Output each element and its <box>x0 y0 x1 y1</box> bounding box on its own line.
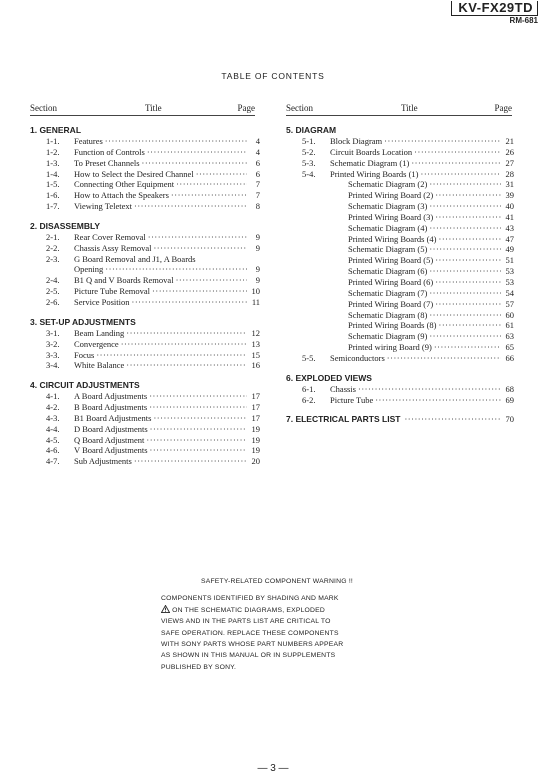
page-ref: 63 <box>505 331 514 342</box>
entry-title: Q Board Adjustment <box>74 434 145 445</box>
leader-dots <box>147 147 247 158</box>
entry-title: Printed Wiring Board (5) <box>348 255 434 266</box>
page-ref: 19 <box>251 445 260 456</box>
toc-entry[interactable] <box>286 179 514 190</box>
section-heading <box>286 373 514 384</box>
warning-triangle-icon <box>161 605 170 613</box>
leader-dots <box>153 243 247 254</box>
entry-title: Schematic Diagram (5) <box>348 244 428 255</box>
entry-title: Printed Wiring Boards (1) <box>330 168 419 179</box>
section-heading-text: 3. SET-UP ADJUSTMENTS <box>30 316 136 327</box>
warning-line: AS SHOWN IN THIS MANUAL OR IN SUPPLEMENTS <box>161 652 336 660</box>
toc-entry[interactable] <box>30 445 260 456</box>
page-ref: 13 <box>251 338 260 349</box>
page-ref: 61 <box>505 320 514 331</box>
page-ref: 60 <box>505 309 514 320</box>
leader-dots <box>126 328 247 339</box>
toc-entry[interactable] <box>286 169 514 180</box>
leader-dots <box>435 190 501 201</box>
toc-entry[interactable] <box>286 288 514 299</box>
entry-title: To Preset Channels <box>74 157 140 168</box>
entry-title: Schematic Diagram (8) <box>348 309 428 320</box>
toc-entry[interactable] <box>286 266 514 277</box>
entry-title: A Board Adjustments <box>74 391 148 402</box>
toc-entry[interactable] <box>30 147 260 158</box>
toc-entry[interactable] <box>30 286 260 297</box>
page-ref: 8 <box>255 201 260 212</box>
title-label: Title <box>145 103 162 113</box>
entry-title: Features <box>74 136 103 146</box>
entry-title: Schematic Diagram (9) <box>348 331 428 342</box>
warning-line: COMPONENTS IDENTIFIED BY SHADING AND MARK <box>161 595 339 603</box>
entry-title: How to Attach the Speakers <box>74 190 169 201</box>
leader-dots <box>439 234 501 245</box>
entry-title: Circuit Boards Location <box>330 146 413 157</box>
warning-title: SAFETY-RELATED COMPONENT WARNING !! <box>200 578 354 585</box>
page-ref: 53 <box>505 266 514 277</box>
entry-title: Service Position <box>74 296 130 307</box>
leader-dots <box>142 158 247 169</box>
leader-dots <box>105 264 247 275</box>
section-heading <box>286 125 514 136</box>
leader-dots <box>150 445 247 456</box>
left-toc-column <box>30 125 260 467</box>
toc-entry[interactable] <box>30 328 260 339</box>
page-ref: 68 <box>505 383 514 394</box>
page-ref: 4 <box>255 136 260 146</box>
warning-line: VIEWS AND IN THE PARTS LIST ARE CRITICAL TO <box>161 618 331 626</box>
title-label: Title <box>401 103 418 113</box>
page-ref: 65 <box>505 342 514 353</box>
leader-dots <box>384 136 501 147</box>
entry-number: 3-4. <box>46 360 60 371</box>
page-ref: 17 <box>251 402 260 413</box>
entry-title: Printed Wiring Board (3) <box>348 211 434 222</box>
entry-number: 1-6. <box>46 190 60 201</box>
entry-number: 2-6. <box>46 296 60 307</box>
entry-number: 1-7. <box>46 201 60 212</box>
toc-entry[interactable] <box>30 413 260 424</box>
entry-number: 2-5. <box>46 286 60 297</box>
leader-dots <box>435 277 501 288</box>
toc-entry[interactable] <box>30 243 260 254</box>
page-title: TABLE OF CONTENTS <box>221 71 325 81</box>
warning-line: SAFE OPERATION. REPLACE THESE COMPONENTS <box>161 629 339 637</box>
toc-entry[interactable] <box>286 353 514 364</box>
leader-dots <box>435 212 501 223</box>
page-ref: 15 <box>251 349 260 360</box>
section-heading-text: 4. CIRCUIT ADJUSTMENTS <box>30 380 140 391</box>
entry-title: Printed Wiring Boards (8) <box>348 320 437 331</box>
entry-title: White Balance <box>74 360 125 371</box>
leader-dots <box>152 286 247 297</box>
leader-dots <box>411 158 501 169</box>
entry-number: 4-1. <box>46 391 60 402</box>
page-number: — 3 — <box>257 763 289 774</box>
page-ref: 6 <box>255 168 260 179</box>
page-ref: 57 <box>505 298 514 309</box>
toc-entry[interactable] <box>286 342 514 353</box>
leader-dots <box>96 350 247 361</box>
toc-entry[interactable] <box>30 360 260 371</box>
page-ref: 66 <box>505 352 514 363</box>
entry-title: D Board Adjustments <box>74 423 148 434</box>
section-heading <box>30 317 260 328</box>
toc-entry[interactable] <box>30 350 260 361</box>
entry-title: Focus <box>74 349 95 360</box>
leader-dots <box>121 339 247 350</box>
entry-title: Schematic Diagram (6) <box>348 266 428 277</box>
toc-entry[interactable] <box>30 158 260 169</box>
entry-number: 4-3. <box>46 412 60 423</box>
leader-dots <box>387 353 501 364</box>
page-ref: 54 <box>505 287 514 298</box>
entry-title: Printed Wiring Board (6) <box>348 276 434 287</box>
entry-number: 4-2. <box>46 402 60 413</box>
page-label: Page <box>494 103 512 113</box>
section-label: Section <box>30 103 57 113</box>
entry-title: Convergence <box>74 338 119 349</box>
entry-number: 2-3. <box>46 253 60 264</box>
leader-dots <box>435 255 501 266</box>
entry-title: Connecting Other Equipment <box>74 179 175 190</box>
entry-title: Chassis <box>330 383 356 394</box>
entry-number: 5-2. <box>302 146 316 157</box>
warning-line: PUBLISHED BY SONY. <box>161 663 237 671</box>
page-ref: 7 <box>255 190 260 201</box>
toc-entry[interactable] <box>286 331 514 342</box>
leader-dots <box>414 147 501 158</box>
leader-dots <box>358 384 501 395</box>
toc-entry[interactable] <box>30 232 260 243</box>
entry-title: Viewing Teletext <box>74 201 132 212</box>
toc-entry[interactable] <box>286 147 514 158</box>
toc-entry[interactable] <box>30 169 260 180</box>
entry-number: 2-2. <box>46 242 60 253</box>
toc-entry[interactable] <box>286 299 514 310</box>
toc-entry[interactable] <box>286 310 514 321</box>
entry-title: Semiconductors <box>330 352 385 363</box>
toc-entry[interactable] <box>30 264 260 275</box>
toc-entry[interactable] <box>30 456 260 467</box>
page-ref: 9 <box>255 231 260 242</box>
entry-title: Printed wiring Board (9) <box>348 342 432 353</box>
toc-entry[interactable] <box>30 391 260 402</box>
entry-number: 4-6. <box>46 445 60 456</box>
entry-number: 5-5. <box>302 352 316 363</box>
toc-entry[interactable] <box>286 320 514 331</box>
entry-number: 2-4. <box>46 275 60 286</box>
entry-title: Schematic Diagram (7) <box>348 287 428 298</box>
entry-number: 4-5. <box>46 434 60 445</box>
toc-entry[interactable] <box>286 190 514 201</box>
entry-title: G Board Removal and J1, A Boards <box>74 253 196 264</box>
right-toc-column <box>286 125 514 425</box>
entry-title: V Board Adjustments <box>74 445 148 456</box>
leader-dots <box>176 179 247 190</box>
entry-number: 1-5. <box>46 179 60 190</box>
toc-entry[interactable] <box>30 136 260 147</box>
entry-number: 6-2. <box>302 394 316 405</box>
leader-dots <box>149 402 247 413</box>
toc-entry[interactable] <box>286 255 514 266</box>
leader-dots <box>196 169 247 180</box>
entry-title: Block Diagram <box>330 136 383 146</box>
leader-dots <box>434 342 501 353</box>
toc-entry[interactable] <box>30 254 260 265</box>
entry-number: 6-1. <box>302 383 316 394</box>
leader-dots <box>429 201 501 212</box>
leader-dots <box>429 288 501 299</box>
entry-number: 2-1. <box>46 231 60 242</box>
entry-number: 1-2. <box>46 146 60 157</box>
leader-dots <box>105 136 247 147</box>
page-ref: 7 <box>255 179 260 190</box>
page-ref: 41 <box>505 211 514 222</box>
page-ref: 17 <box>251 412 260 423</box>
toc-entry[interactable] <box>286 277 514 288</box>
page-ref: 43 <box>505 222 514 233</box>
page-ref: 51 <box>505 255 514 266</box>
page-ref: 28 <box>505 168 514 179</box>
entry-title: Function of Controls <box>74 146 145 157</box>
leader-dots <box>153 413 247 424</box>
entry-title: How to Select the Desired Channel <box>74 168 194 179</box>
section-heading <box>30 221 260 232</box>
page-ref: 70 <box>505 414 514 425</box>
leader-dots <box>429 266 501 277</box>
leader-dots <box>421 169 501 180</box>
page-ref: 40 <box>505 201 514 212</box>
toc-entry[interactable] <box>286 234 514 245</box>
warning-line: WITH SONY PARTS WHOSE PART NUMBERS APPEAR <box>161 641 344 649</box>
leader-dots <box>134 456 247 467</box>
entry-title: Chassis Assy Removal <box>74 242 152 253</box>
page-ref: 9 <box>255 275 260 286</box>
toc-entry[interactable] <box>286 212 514 223</box>
model-header <box>451 0 538 25</box>
leader-dots <box>150 424 247 435</box>
entry-title: Rear Cover Removal <box>74 231 146 242</box>
toc-entry[interactable] <box>286 158 514 169</box>
entry-number: 4-4. <box>46 423 60 434</box>
entry-title: Picture Tube Removal <box>74 286 151 297</box>
model-number: KV-FX29TD <box>451 1 538 16</box>
section-heading <box>30 125 260 136</box>
page-ref: 12 <box>251 327 260 338</box>
toc-entry[interactable] <box>30 339 260 350</box>
toc-entry[interactable] <box>30 402 260 413</box>
entry-title: B1 Board Adjustments <box>74 412 152 423</box>
leader-dots <box>429 244 501 255</box>
leader-dots <box>429 179 501 190</box>
section-heading-text: 2. DISASSEMBLY <box>30 220 101 231</box>
page-label: Page <box>237 103 255 113</box>
page-ref: 16 <box>251 360 260 371</box>
right-column-header <box>286 103 512 116</box>
entry-title: Sub Adjustments <box>74 456 132 467</box>
entry-number: 5-3. <box>302 157 316 168</box>
left-column-header <box>30 103 255 116</box>
page-ref: 49 <box>505 244 514 255</box>
leader-dots <box>429 331 501 342</box>
warning-line: ON THE SCHEMATIC DIAGRAMS, EXPLODED <box>172 606 325 614</box>
section-heading <box>286 414 514 425</box>
entry-number: 1-4. <box>46 168 60 179</box>
page-ref: 31 <box>505 179 514 190</box>
section-heading <box>30 380 260 391</box>
entry-title: Opening <box>74 264 104 275</box>
entry-title: Printed Wiring Board (7) <box>348 298 434 309</box>
leader-dots <box>404 414 501 425</box>
section-heading-text: 6. EXPLODED VIEWS <box>286 372 372 383</box>
entry-number: 1-3. <box>46 157 60 168</box>
entry-title: Schematic Diagram (4) <box>348 222 428 233</box>
page-ref: 19 <box>251 434 260 445</box>
page-ref: 17 <box>251 391 260 402</box>
entry-title: Printed Wiring Board (2) <box>348 190 434 201</box>
page-ref: 9 <box>255 242 260 253</box>
entry-title: Schematic Diagram (3) <box>348 201 428 212</box>
leader-dots <box>176 275 247 286</box>
toc-entry[interactable] <box>30 179 260 190</box>
toc-entry[interactable] <box>286 384 514 395</box>
leader-dots <box>149 391 247 402</box>
toc-entry[interactable] <box>286 201 514 212</box>
page-ref: 39 <box>505 190 514 201</box>
entry-number: 5-1. <box>302 136 316 146</box>
entry-number: 1-1. <box>46 136 60 146</box>
entry-title: B1 Q and V Boards Removal <box>74 275 174 286</box>
page-ref: 21 <box>505 136 514 146</box>
toc-entry[interactable] <box>30 190 260 201</box>
page-ref: 26 <box>505 146 514 157</box>
entry-number: 3-3. <box>46 349 60 360</box>
toc-entry[interactable] <box>30 424 260 435</box>
toc-entry[interactable] <box>286 395 514 406</box>
toc-entry[interactable] <box>30 275 260 286</box>
toc-entry[interactable] <box>286 136 514 147</box>
entry-title: Printed Wiring Boards (4) <box>348 233 437 244</box>
page-ref: 53 <box>505 276 514 287</box>
page-ref: 10 <box>251 286 260 297</box>
leader-dots <box>171 190 247 201</box>
entry-number: 3-1. <box>46 327 60 338</box>
entry-number: 4-7. <box>46 456 60 467</box>
page-ref: 11 <box>251 296 260 307</box>
leader-dots <box>435 299 501 310</box>
entry-title: Schematic Diagram (1) <box>330 157 410 168</box>
warning-line-with-mark <box>161 605 393 616</box>
entry-title: B Board Adjustments <box>74 402 148 413</box>
leader-dots <box>375 395 501 406</box>
page-ref: 9 <box>255 264 260 275</box>
section-heading-text: 5. DIAGRAM <box>286 125 337 135</box>
toc-entry[interactable] <box>286 223 514 234</box>
entry-title: Picture Tube <box>330 394 374 405</box>
leader-dots <box>148 232 247 243</box>
leader-dots <box>429 310 501 321</box>
page-ref: 19 <box>251 423 260 434</box>
toc-entry[interactable] <box>286 244 514 255</box>
remote-model: RM-681 <box>509 16 538 25</box>
section-label: Section <box>286 103 313 113</box>
entry-title: Beam Landing <box>74 327 125 338</box>
section-heading-text: 7. ELECTRICAL PARTS LIST <box>286 414 401 425</box>
entry-number: 3-2. <box>46 338 60 349</box>
entry-title: Schematic Diagram (2) <box>348 179 428 190</box>
leader-dots <box>146 435 247 446</box>
section-heading-text: 1. GENERAL <box>30 125 82 135</box>
page-ref: 27 <box>505 157 514 168</box>
toc-entry[interactable] <box>30 201 260 212</box>
toc-entry[interactable] <box>30 297 260 308</box>
page-ref: 6 <box>255 157 260 168</box>
entry-number: 5-4. <box>302 168 316 179</box>
toc-entry[interactable] <box>30 435 260 446</box>
page-ref: 4 <box>255 146 260 157</box>
leader-dots <box>126 360 247 371</box>
page-ref: 20 <box>251 456 260 467</box>
leader-dots <box>439 320 501 331</box>
leader-dots <box>134 201 247 212</box>
leader-dots <box>131 297 247 308</box>
page-ref: 69 <box>505 394 514 405</box>
page-ref: 47 <box>505 233 514 244</box>
safety-warning <box>161 576 393 673</box>
leader-dots <box>429 223 501 234</box>
